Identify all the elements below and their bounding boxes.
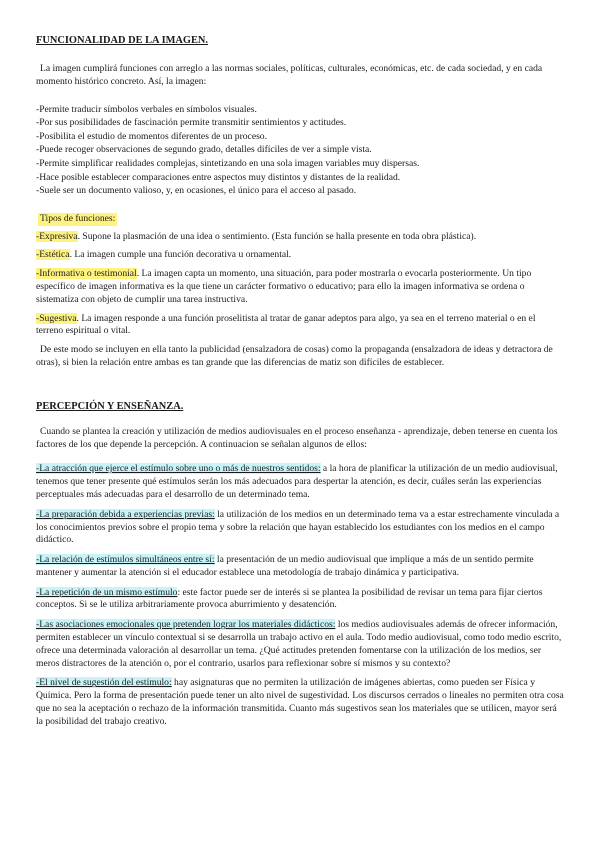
factor-term: -La preparación debida a experiencias previas: bbox=[36, 508, 215, 520]
factor-preparacion bbox=[36, 509, 564, 547]
tipos-closing: De este modo se incluyen en ella tanto la publicidad (ensalzadora de cosas) como la propaganda (ensalzadora de ideas y detractora de otras), si bien la relación entre ambas es tan grande que las diferencias de matiz son difíciles de establecer. bbox=[36, 344, 553, 368]
list-item: -Por sus posibilidades de fascinación permite transmitir sentimientos y actitudes. bbox=[36, 117, 347, 129]
section1-title: FUNCIONALIDAD DE LA IMAGEN. bbox=[36, 35, 209, 46]
tipo-term: -Estética bbox=[36, 249, 70, 261]
tipos-heading-line bbox=[36, 213, 564, 226]
factor-term: -La atracción que ejerce el estímulo sobre uno o más de nuestros sentidos: bbox=[36, 463, 321, 475]
tipo-text: . La imagen responde a una función proselitista al tratar de ganar adeptos para algo, ya sea en el terreno material o en el terreno espiritual o vital. bbox=[36, 312, 536, 337]
factor-term: -El nivel de sugestión del estímulo: bbox=[36, 677, 172, 689]
section2-intro: Cuando se plantea la creación y utilización de medios audiovisuales en el proceso enseñanza - aprendizaje, deben tenerse en cuenta los factores de los que depende la percepción. A continuacion se señalan algunos de ellos: bbox=[36, 425, 558, 450]
list-item: -Posibilita el estudio de momentos diferentes de un proceso. bbox=[36, 130, 267, 142]
factor-repeticion bbox=[36, 587, 564, 613]
tipo-text: . Supone la plasmación de una idea o sentimiento. (Esta función se halla presente en toda obra plástica). bbox=[77, 230, 477, 242]
factor-atraccion bbox=[36, 463, 564, 501]
factor-text: a la hora de planificar la utilización de un medio audiovisual, tenemos que tener presente qué estímulos serán los más adecuados para despertar la atención, es decir, cuáles serán las experiencias perceptuales más adecuadas para el desarrollo de un determinado tema. bbox=[36, 463, 558, 500]
tipo-text: . La imagen cumple una función decorativa u ornamental. bbox=[69, 249, 292, 261]
list-item: -Permite simplificar realidades complejas, sintetizando en una sola imagen variables muy dispersas. bbox=[36, 157, 420, 169]
factor-term: -Las asociaciones emocionales que pretenden lograr los materiales didácticos: bbox=[36, 619, 336, 631]
document-page bbox=[36, 34, 564, 729]
factor-text: los medios audiovisuales además de ofrecer información, permiten establecer un vínculo contextual si se desarrolla un trabajo activo en el aula. Todo medio audiovisual, como todo medio escrito, ofrece una determinada valoración al desarrollar un tema. ¿Qué actitudes pretenden fomentarse con la utilización de los medios, ser meros distractores de la atención o, por el contrario, usarlos para reflexionar sobre sí mismos y su contexto? bbox=[36, 619, 562, 669]
tipo-informativa bbox=[36, 268, 564, 306]
section2-title: PERCEPCIÓN Y ENSEÑANZA. bbox=[36, 400, 184, 412]
factor-text: : este factor puede ser de interés si se plantea la posibilidad de revisar un tema para fijar ciertos conceptos. Si se le utiliza arbitrariamente provoca aburrimiento y desatención. bbox=[36, 586, 543, 611]
factor-text: la utilización de los medios en un determinado tema va a estar estrechamente vinculada a los conocimientos previos sobre el propio tema y sobre la relación que hayan establecido los estudiantes con los medios en el campo didáctico. bbox=[36, 508, 560, 546]
factor-text: hay asignaturas que no permiten la utilización de imágenes abiertas, como pueden ser Física y Química. Pero la forma de presentación puede tener un alto nivel de sugestividad. Los discursos cerrados o lineales no permiten otra cosa que no sea la aceptación o rechazo de la información transmitida. Cuanto más sugestivos sean los materiales que se utilicen, mayor será la posibilidad del trabajo creativo. bbox=[36, 677, 564, 727]
list-item: -Suele ser un documento valioso, y, en ocasiones, el único para el acceso al pasado. bbox=[36, 185, 357, 197]
tipo-term: -Informativa o testimonial bbox=[36, 268, 137, 280]
tipo-term: -Sugestiva bbox=[36, 312, 77, 324]
list-item: -Permite traducir símbolos verbales en símbolos visuales. bbox=[36, 103, 257, 115]
factor-sugestion bbox=[36, 677, 564, 728]
tipo-term: -Expresiva bbox=[36, 230, 78, 242]
tipo-estetica bbox=[36, 249, 564, 262]
list-item: -Puede recoger observaciones de segundo grado, detalles difíciles de ver a simple vista. bbox=[36, 144, 372, 156]
list-item: -Hace posible establecer comparaciones entre aspectos muy distintos y distantes de la realidad. bbox=[36, 171, 401, 183]
factor-relacion bbox=[36, 554, 564, 580]
tipo-sugestiva bbox=[36, 313, 564, 339]
section1-intro: La imagen cumplirá funciones con arreglo a las normas sociales, políticas, culturales, económicas, etc. de cada sociedad, y en cada momento histórico concreto. Así, la imagen: bbox=[36, 63, 543, 87]
tipo-expresiva bbox=[36, 231, 564, 244]
factor-term: -La repetición de un mismo estímulo bbox=[36, 586, 178, 598]
factor-term: -La relación de estímulos simultáneos entre sí: bbox=[36, 554, 215, 566]
tipo-text: . La imagen capta un momento, una situación, para poder mostrarla o evocarla posteriormente. Un tipo específico de imagen informativa es la que tiene un carácter formativo o educativo; para ello la imagen informativa se ordena o sistematiza con objeto de cumplir una tarea instructiva. bbox=[36, 268, 532, 305]
factor-asociaciones bbox=[36, 619, 564, 670]
function-list bbox=[36, 103, 564, 198]
tipos-heading: Tipos de funciones: bbox=[40, 212, 116, 224]
factor-text: la presentación de un medio audiovisual que implique a más de un sentido permite mantener y aumentar la atención si el educador establece una metodología de trabajo dinámica y participativa. bbox=[36, 554, 534, 578]
